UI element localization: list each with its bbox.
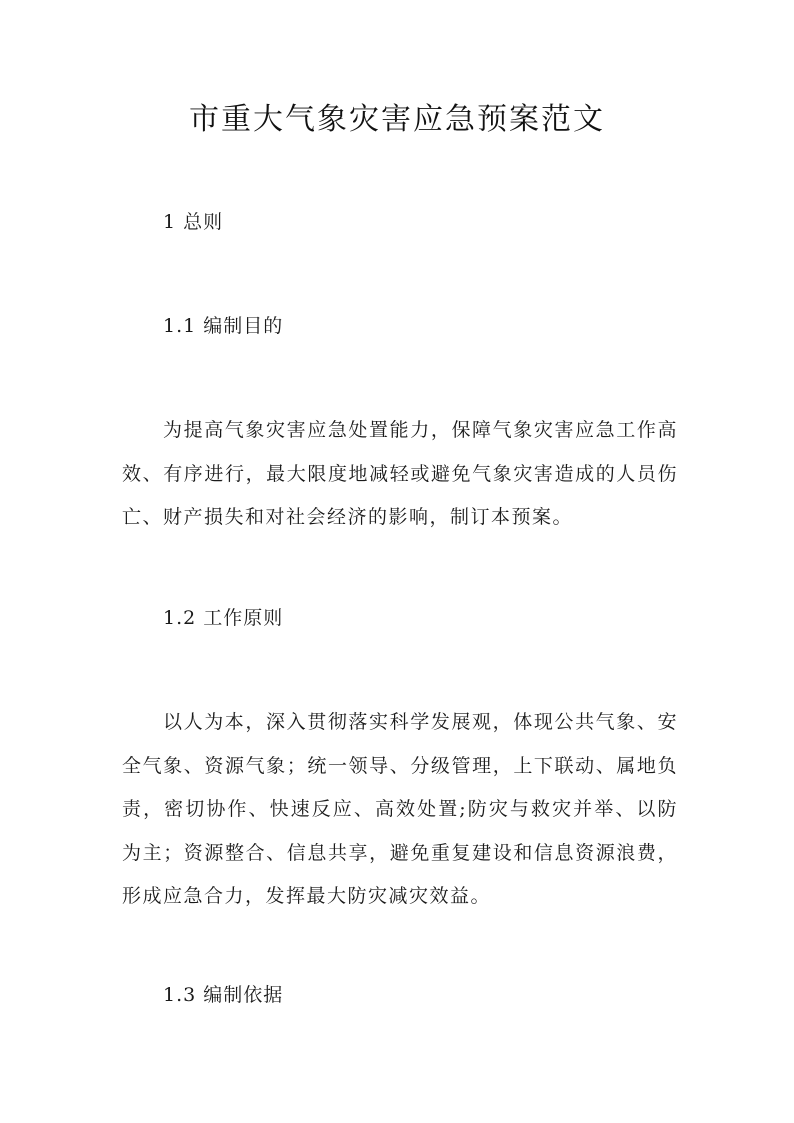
document-title: 市重大气象灾害应急预案范文 xyxy=(189,102,605,137)
paragraph-purpose: 为提高气象灾害应急处置能力，保障气象灾害应急工作高效、有序进行，最大限度地减轻或避免气象灾害造成的人员伤亡、财产损失和对社会经济的影响，制订本预案。 xyxy=(122,419,678,528)
section-heading-1: 1 总则 xyxy=(163,211,224,233)
paragraph-principles: 以人为本，深入贯彻落实科学发展观，体现公共气象、安全气象、资源气象；统一领导、分级管理，上下联动、属地负责，密切协作、快速反应、高效处置;防灾与救灾并举、以防为主；资源整合、信息共享，避免重复建设和信息资源浪费，形成应急合力，发挥最大防灾减灾效益。 xyxy=(122,711,678,907)
section-heading-1-3: 1.3 编制依据 xyxy=(163,984,284,1006)
section-heading-1-1: 1.1 编制目的 xyxy=(163,315,284,337)
section-heading-1-2: 1.2 工作原则 xyxy=(163,607,284,629)
